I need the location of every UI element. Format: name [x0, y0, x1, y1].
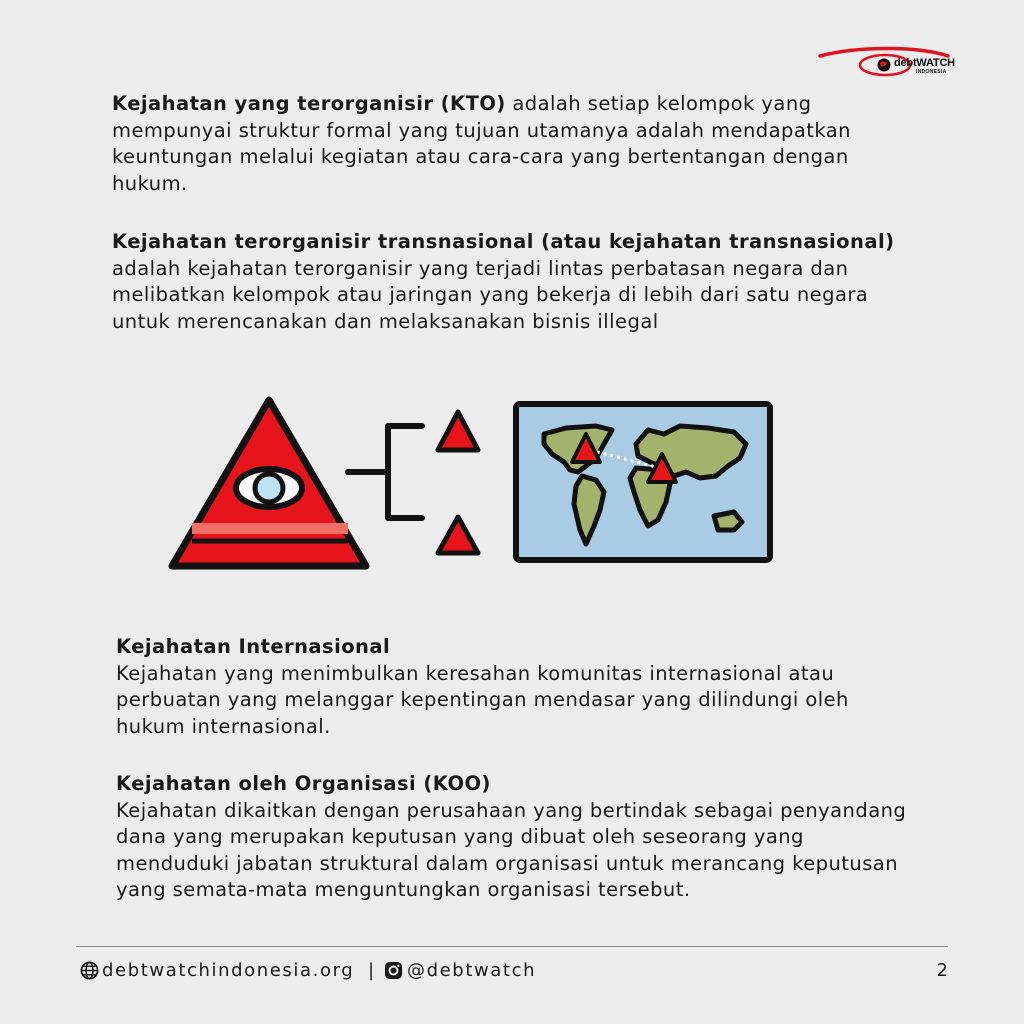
- definition-kto-text: adalah setiap kelompok yang mempunyai struktur formal yang tujuan utamanya adalah mendapatkan keuntungan melalui kegiatan atau cara-cara yang bertentangan dengan hukum.: [112, 92, 851, 195]
- pyramid-eye-icon: [172, 400, 366, 566]
- organized-crime-illustration: [168, 392, 780, 576]
- definition-transnational: [112, 229, 912, 335]
- footer-separator: |: [368, 960, 376, 981]
- brand-country: INDONESIA: [916, 69, 947, 75]
- footer-divider: [76, 946, 948, 947]
- small-triangle-icon: [438, 412, 478, 450]
- definition-kto: [112, 91, 912, 197]
- definition-international-text: Kejahatan yang menimbulkan keresahan komunitas internasional atau perbuatan yang melanggar kepentingan mendasar yang dilindungi oleh hukum internasional.: [116, 661, 849, 738]
- definition-koo-text: Kejahatan dikaitkan dengan perusahaan yang bertindak sebagai penyandang dana yang merupakan keputusan yang dibuat oleh seseorang yang menduduki jabatan struktural dalam organisasi untuk merancang keputusan yang semata-mata menguntungkan organisasi tersebut.: [116, 798, 907, 901]
- term-koo: Kejahatan oleh Organisasi (KOO): [116, 772, 491, 795]
- term-transnational: Kejahatan terorganisir transnasional (atau kejahatan transnasional): [112, 230, 895, 253]
- term-international: Kejahatan Internasional: [116, 635, 391, 658]
- term-kto: Kejahatan yang terorganisir (KTO): [112, 92, 506, 115]
- definition-international: [116, 634, 916, 740]
- instagram-link[interactable]: [384, 960, 536, 981]
- footer: [80, 958, 952, 988]
- brand-name: debtWATCH: [894, 57, 955, 69]
- instagram-handle: @debtwatch: [407, 960, 537, 981]
- world-map-icon: [516, 404, 770, 560]
- website-link[interactable]: [80, 960, 354, 981]
- website-text: debtwatchindonesia.org: [102, 960, 355, 981]
- definition-transnational-text: adalah kejahatan terorganisir yang terjadi lintas perbatasan negara dan melibatkan kelompok atau jaringan yang bekerja di lebih dari satu negara untuk merencanakan dan melaksanakan bisnis illegal: [112, 256, 869, 333]
- definition-koo: [116, 771, 916, 904]
- small-triangle-icon: [438, 517, 478, 553]
- brand-logo: [818, 44, 955, 80]
- globe-icon: [80, 961, 99, 980]
- page-number: 2: [936, 960, 948, 981]
- branch-connector-icon: [348, 426, 422, 518]
- instagram-icon: [384, 961, 403, 980]
